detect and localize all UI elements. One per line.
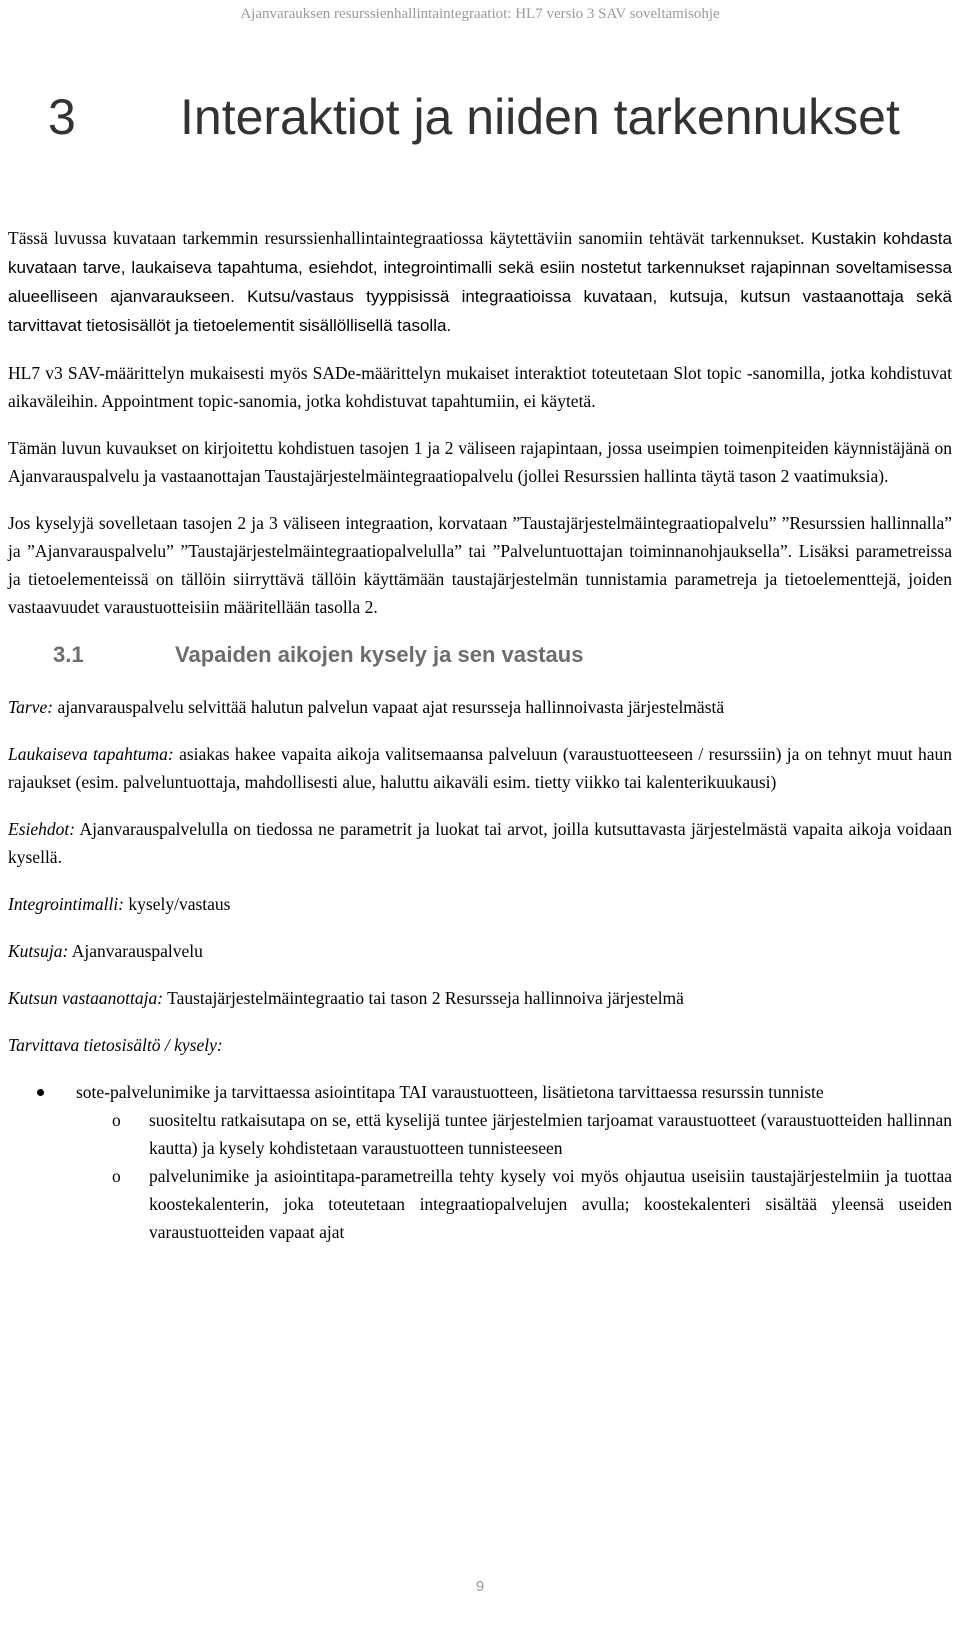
intro-paragraph-1-rest: Kustakin kohdasta kuvataan tarve, laukaiseva tapahtuma, esiehdot, integrointimalli sekä esiin nostetut tarkennukset rajapinnan soveltamisessa alueelliseen ajanvaraukseen. Kutsu/vastaus tyyppisissä integraatioissa kuvataan, kutsuja, kutsun vastaanottaja sekä tarvittavat tietosisällöt ja tietoelementit sisällöllisellä tasolla. (8, 229, 952, 335)
field-integrointimalli (8, 890, 952, 918)
field-label: Tarve: (8, 697, 54, 717)
chapter-heading (48, 88, 940, 146)
intro-paragraph-1 (8, 224, 952, 340)
field-value: asiakas hakee vapaita aikoja valitsemaansa palveluun (varaustuotteeseen / resurssiin) ja on tehnyt muut haun rajaukset (esim. palveluntuottaja, mahdollisesti alue, haluttu aikaväli esim. tietty viikko tai kalenterikuukausi) (8, 744, 952, 792)
sub-bullet-item: o suositeltu ratkaisutapa on se, että kyselijä tuntee järjestelmien tarjoamat varaustuotteet (varaustuotteiden hallinnan kautta) ja kysely kohdistetaan varaustuotteen tunnisteeseen (8, 1106, 952, 1162)
field-label: Kutsun vastaanottaja: (8, 988, 164, 1008)
field-value: Ajanvarauspalvelu (68, 941, 203, 961)
field-label: Integrointimalli: (8, 894, 125, 914)
field-value: Taustajärjestelmäintegraatio tai tason 2 Resursseja hallinnoiva järjestelmä (163, 988, 684, 1008)
field-label: Kutsuja: (8, 941, 69, 961)
field-laukaiseva-tapahtuma (8, 740, 952, 796)
running-header: Ajanvarauksen resurssienhallintaintegraatiot: HL7 versio 3 SAV soveltamisohje (240, 6, 720, 22)
intro-paragraph-2: HL7 v3 SAV-määrittelyn mukaisesti myös SADe-määrittelyn mukaiset interaktiot toteutetaan Slot topic -sanomilla, jotka kohdistuvat aikaväleihin. Appointment topic-sanomia, jotka kohdistuvat tapahtumiin, ei käytetä. (8, 363, 952, 411)
section-heading (8, 641, 952, 669)
field-tarve (8, 693, 952, 721)
intro-paragraph-3: Tämän luvun kuvaukset on kirjoitettu kohdistuen tasojen 1 ja 2 väliseen rajapintaan, jossa useimpien toimenpiteiden käynnistäjänä on Ajanvarauspalvelu ja vastaanottajan Taustajärjestelmäintegraatiopalvelu (jollei Resurssien hallinta täytä tason 2 vaatimuksia). (8, 438, 952, 486)
bullet-list (8, 1078, 952, 1246)
field-kutsun-vastaanottaja (8, 984, 952, 1012)
section-title: Vapaiden aikojen kysely ja sen vastaus (175, 642, 584, 667)
field-kutsuja (8, 937, 952, 965)
sub-bullet-list (8, 1106, 952, 1246)
intro-paragraph-1-lead: Tässä luvussa kuvataan tarkemmin resurssienhallintaintegraatiossa käytettäviin sanomiin tehtävät tarkennukset. (8, 228, 805, 248)
field-esiehdot (8, 815, 952, 871)
field-value: kysely/vastaus (124, 894, 231, 914)
bullet-item (8, 1078, 952, 1246)
chapter-number: 3 (48, 89, 76, 145)
field-label: Laukaiseva tapahtuma: (8, 744, 174, 764)
intro-paragraph-4: Jos kyselyjä sovelletaan tasojen 2 ja 3 väliseen integraation, korvataan ”Taustajärjestelmäintegraatiopalvelu” ”Resurssien hallinnalla” ja ”Ajanvarauspalvelu” ”Taustajärjestelmäintegraatiopalvelulla” tai ”Palveluntuottajan toiminnanohjauksella”. Lisäksi parametreissa ja tietoelementeissä on tällöin siirryttävä tällöin käyttämään taustajärjestelmän tunnistamia parametreja ja tietoelementtejä, joiden vastaavuudet varaustuotteisiin määritellään tasolla 2. (8, 513, 952, 617)
chapter-title: Interaktiot ja niiden tarkennukset (180, 89, 900, 145)
page-number: 9 (475, 1578, 485, 1595)
field-value: ajanvarauspalvelu selvittää halutun palvelun vapaat ajat resursseja hallinnoivasta järjestelmästä (53, 697, 725, 717)
field-value: Ajanvarauspalvelulla on tiedossa ne parametrit ja luokat tai arvot, joilla kutsuttavasta järjestelmästä vapaita aikoja voidaan kysellä. (8, 819, 952, 867)
field-label: Esiehdot: (8, 819, 76, 839)
bullet-item-text: sote-palvelunimike ja tarvittaessa asiointitapa TAI varaustuotteen, lisätietona tarvittaessa resurssin tunniste (76, 1082, 824, 1102)
field-tietosisalto-label: Tarvittava tietosisältö / kysely: (8, 1035, 223, 1055)
section-number: 3.1 (53, 642, 84, 667)
sub-bullet-item: o palvelunimike ja asiointitapa-parametreilla tehty kysely voi myös ohjautua useisiin taustajärjestelmiin ja tuottaa koostekalenterin, joka toteutetaan integraatiopalvelujen avulla; koostekalenteri sisältää yleensä useiden varaustuotteiden vapaat ajat (8, 1162, 952, 1246)
document-body (8, 224, 952, 1246)
